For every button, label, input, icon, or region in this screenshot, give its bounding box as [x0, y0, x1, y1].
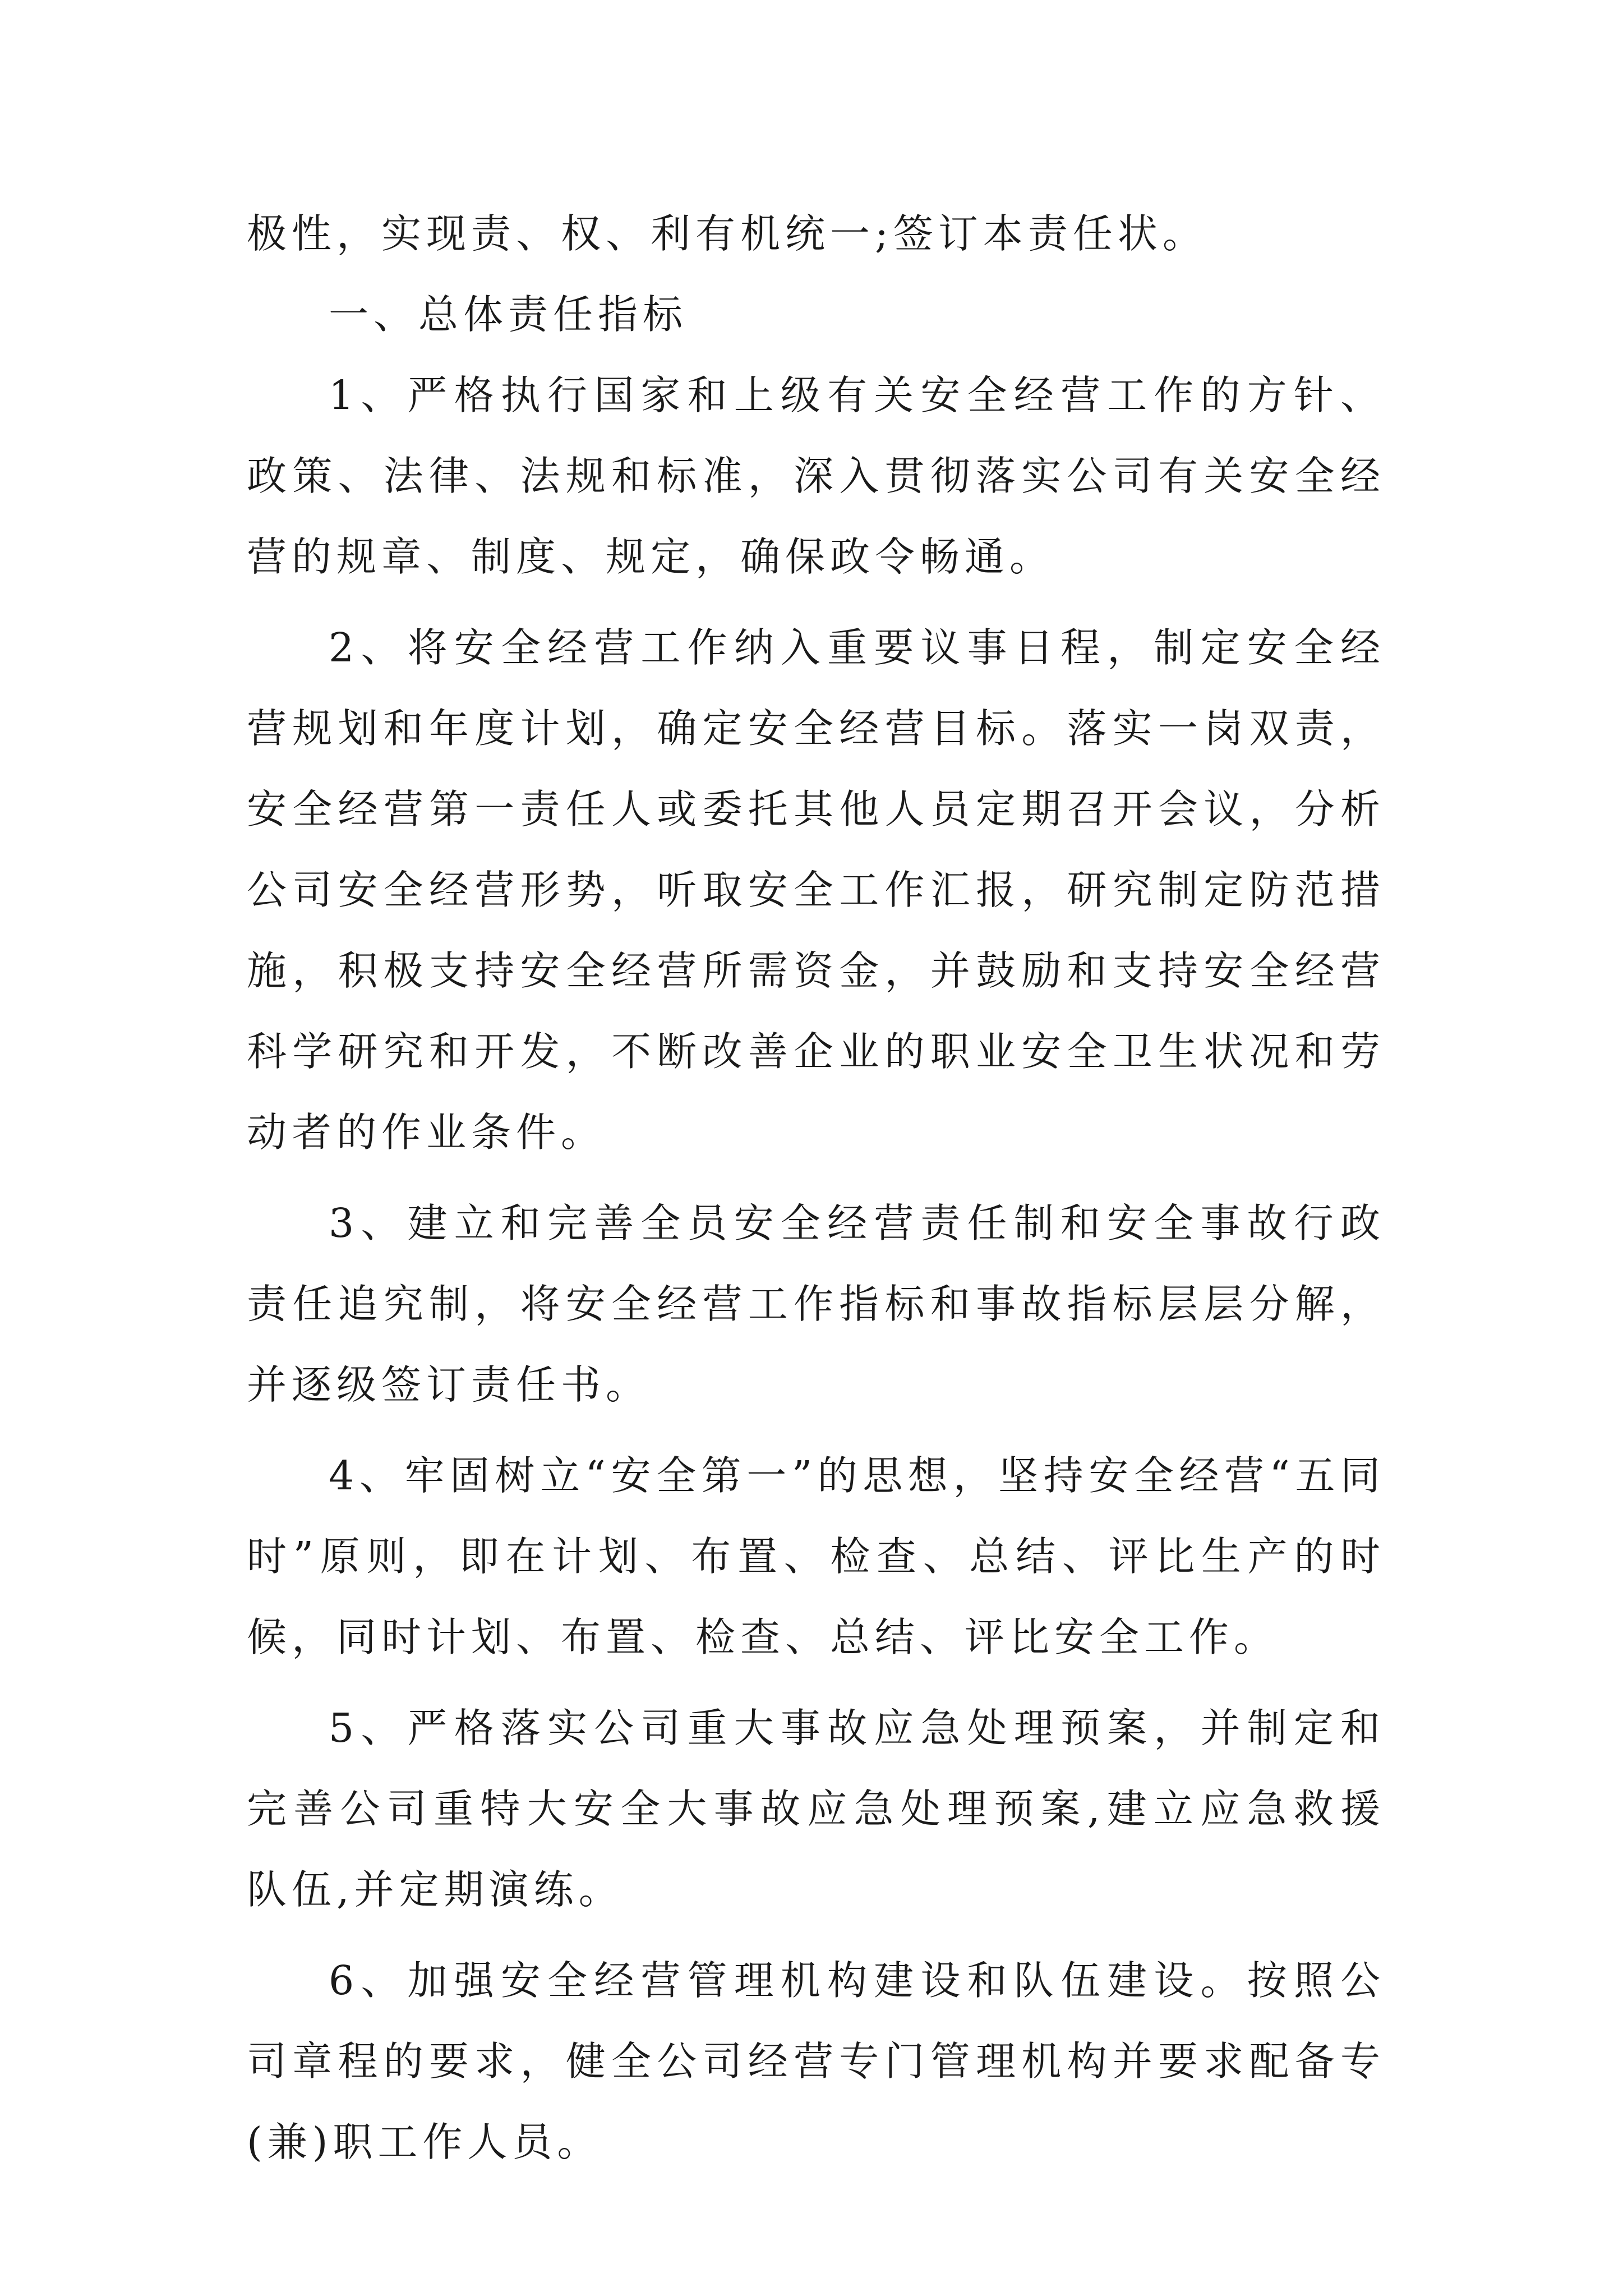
paragraph-item-5: 5、严格落实公司重大事故应急处理预案，并制定和完善公司重特大安全大事故应急处理预案,建立应急救援队伍,并定期演练。	[247, 1705, 1385, 1913]
paragraph-item-4: 4、牢固树立“安全第一”的思想，坚持安全经营“五同时”原则，即在计划、布置、检查、总结、评比生产的时候，同时计划、布置、检查、总结、评比安全工作。	[247, 1452, 1385, 1660]
section-heading: 一、总体责任指标	[329, 291, 688, 338]
document-body	[247, 194, 1385, 2183]
paragraph-item-6: 6、加强安全经营管理机构建设和队伍建设。按照公司章程的要求，健全公司经营专门管理机构并要求配备专(兼)职工作人员。	[247, 1957, 1385, 2165]
paragraph-item-2: 2、将安全经营工作纳入重要议事日程，制定安全经营规划和年度计划，确定安全经营目标。落实一岗双责，安全经营第一责任人或委托其他人员定期召开会议，分析公司安全经营形势，听取安全工作汇报，研究制定防范措施，积极支持安全经营所需资金，并鼓励和支持安全经营科学研究和开发，不断改善企业的职业安全卫生状况和劳动者的作业条件。	[247, 624, 1385, 1156]
paragraph-item-1: 1、严格执行国家和上级有关安全经营工作的方针、政策、法律、法规和标准，深入贯彻落实公司有关安全经营的规章、制度、规定，确保政令畅通。	[247, 372, 1385, 580]
paragraph-continuation: 极性，实现责、权、利有机统一;签订本责任状。	[247, 210, 1207, 257]
paragraph-item-3: 3、建立和完善全员安全经营责任制和安全事故行政责任追究制，将安全经营工作指标和事故指标层层分解，并逐级签订责任书。	[247, 1200, 1385, 1408]
